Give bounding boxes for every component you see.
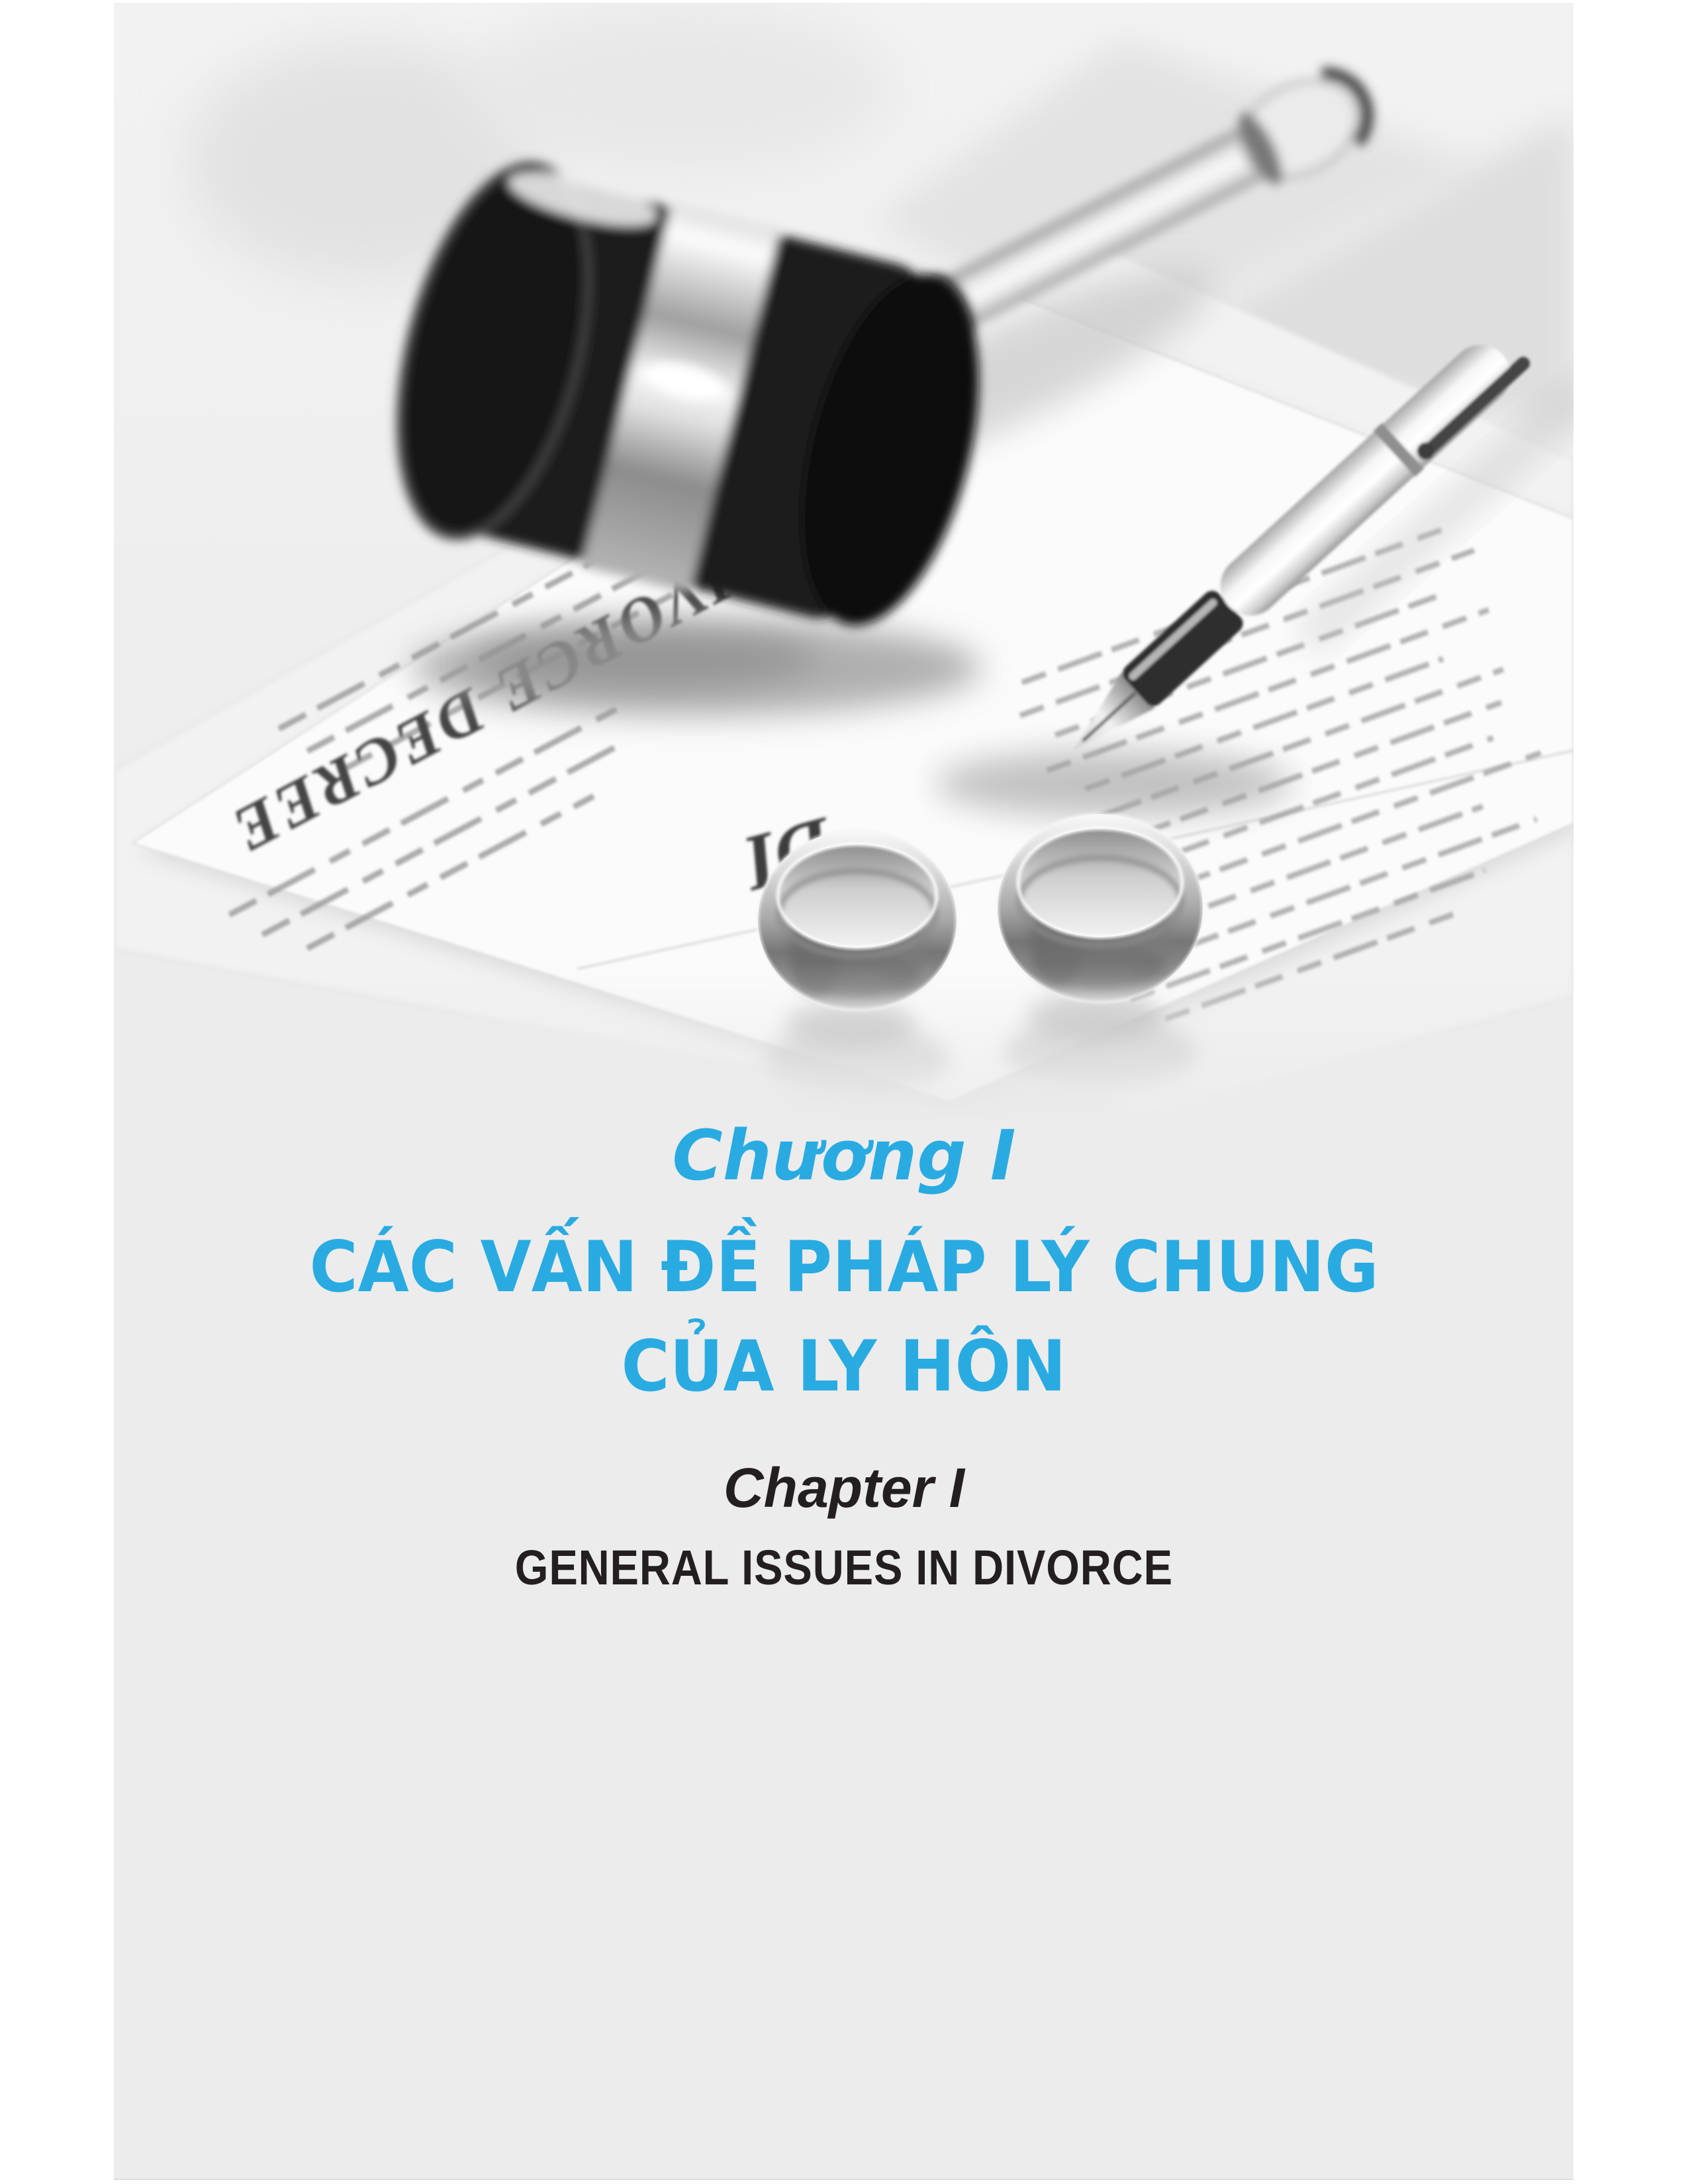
- decree-title: DECREE: [218, 674, 498, 868]
- photo-fade: [114, 962, 1573, 1128]
- page-title-vi-line2: [0, 1326, 1688, 1407]
- chapter-label-en: Chapter I: [723, 1457, 965, 1519]
- chapter-label-vi: Chương I: [672, 1115, 1016, 1196]
- page-title-en-text: GENERAL ISSUES IN DIVORCE: [514, 1540, 1174, 1595]
- page-title-vi-line1: [0, 1226, 1688, 1308]
- divorce-photo: [114, 3, 1573, 1128]
- page-title-vi-line1-text: CÁC VẤN ĐỀ PHÁP LÝ CHUNG: [309, 1226, 1379, 1308]
- page-title-vi-line2-text: CỦA LY HÔN: [621, 1326, 1067, 1407]
- page-title-en: [0, 1540, 1688, 1595]
